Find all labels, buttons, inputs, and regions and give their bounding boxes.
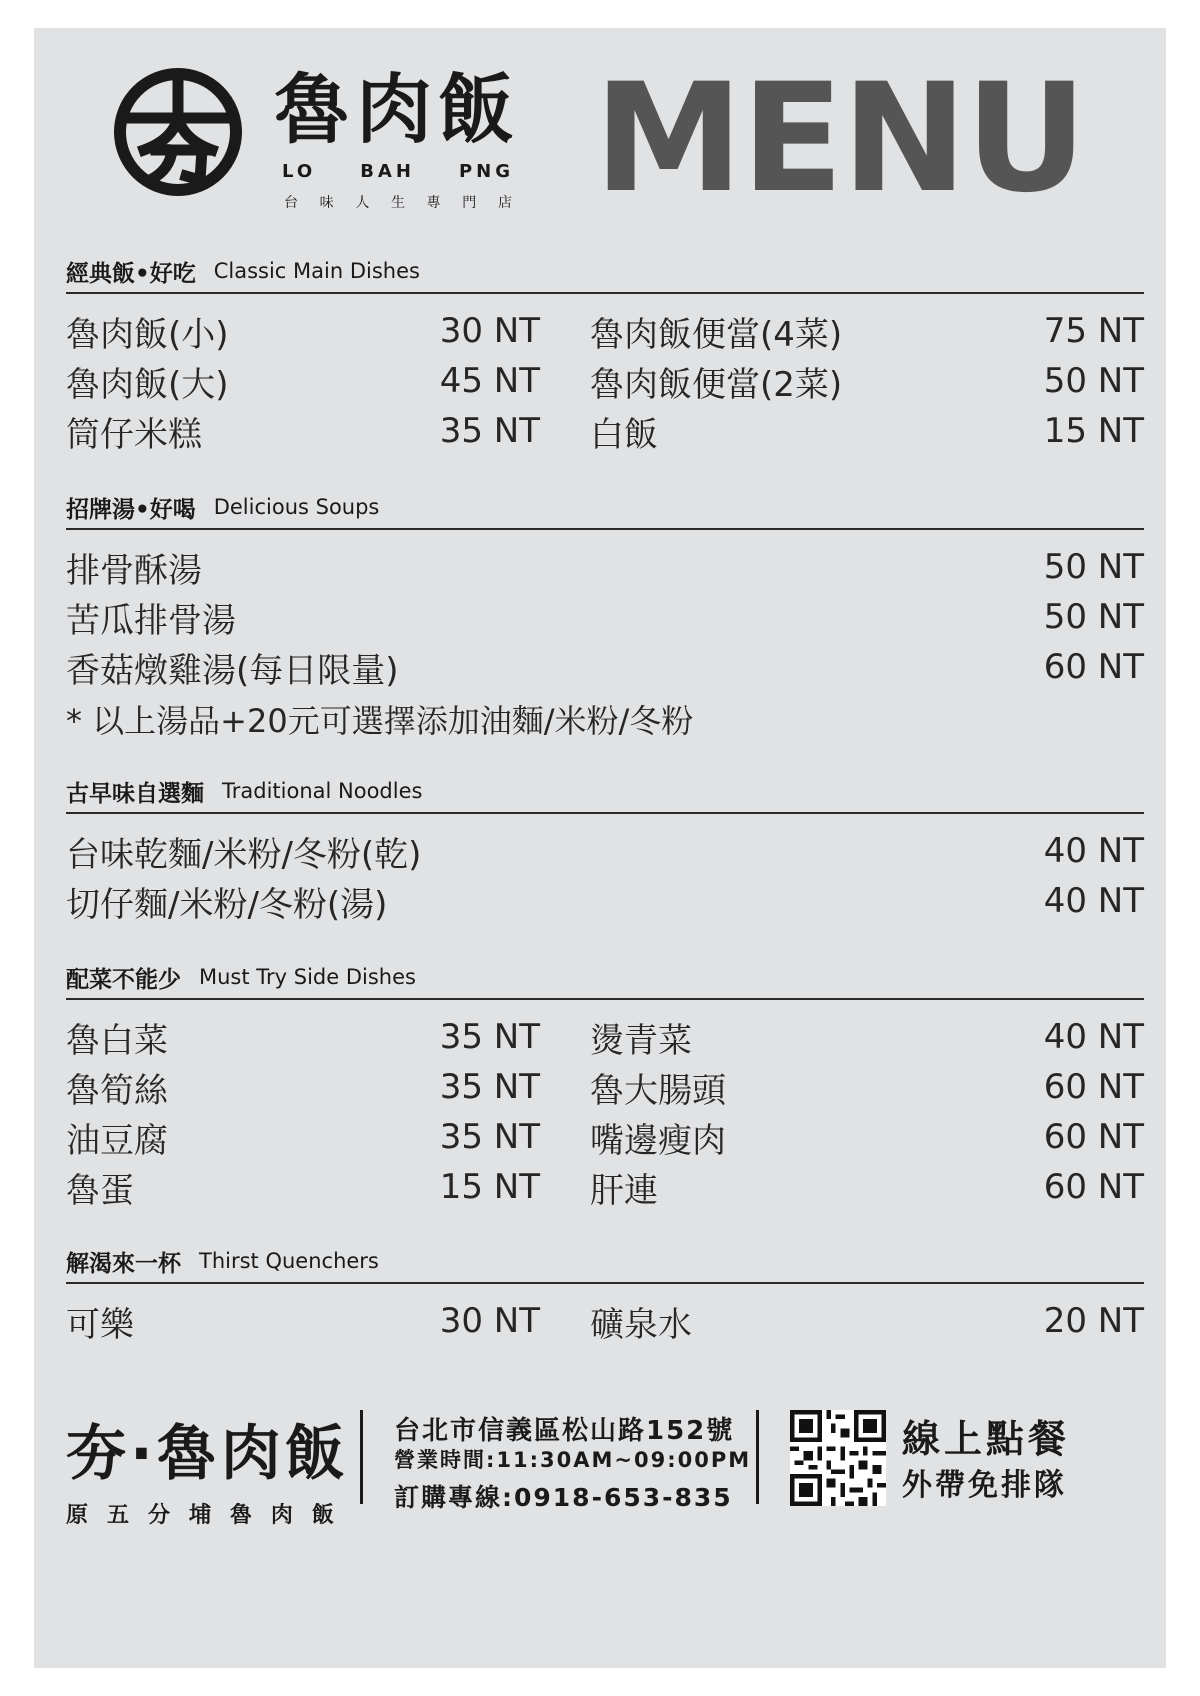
brand-tagline [284,192,512,212]
section-header [66,250,1144,294]
footer-contact [394,1410,751,1512]
item-name: 排骨酥湯 [66,550,202,591]
menu-title: MENU [594,52,1086,226]
subtitle-char: 五 [106,1503,129,1528]
section-drinks [66,1240,1144,1346]
section-title-cn: 解渴來一杯 [66,1250,181,1277]
menu-row [66,1162,1144,1212]
menu-row [66,1112,1144,1162]
qr-code-icon[interactable] [790,1410,886,1506]
phone-text: 訂購專線:0918-653-835 [394,1483,733,1512]
item-name: 白飯 [590,414,658,455]
brand-roman-word: PNG [458,161,514,182]
subtitle-char: 魯 [229,1503,252,1528]
item-price: 35 NT [439,1017,540,1057]
item-name: 魯肉飯便當(4菜) [590,314,843,355]
item-name: 香菇燉雞湯(每日限量) [66,650,399,691]
footer-store-subtitle [66,1498,334,1529]
subtitle-char: 飯 [311,1503,334,1528]
item-name: 魯蛋 [66,1170,134,1211]
logo-mark-icon [114,68,242,196]
item-name: 肝連 [590,1170,658,1211]
section-side-dishes [66,956,1144,1212]
item-price: 35 NT [439,1117,540,1157]
item-price: 15 NT [1043,411,1144,451]
item-price: 40 NT [1043,1017,1144,1057]
tagline-char: 台 [284,195,298,211]
item-price: 50 NT [1043,361,1144,401]
item-name: 台味乾麵/米粉/冬粉(乾) [66,834,422,875]
online-order-title: 線上點餐 [902,1417,1071,1461]
item-price: 15 NT [439,1167,540,1207]
menu-row [66,406,1144,456]
item-name: 礦泉水 [590,1304,692,1345]
item-price: 35 NT [439,411,540,451]
section-title-cn: 經典飯•好吃 [66,260,196,287]
brand-roman-word: BAH [360,161,415,182]
menu-row [66,356,1144,406]
subtitle-char: 埔 [188,1503,211,1528]
item-name: 苦瓜排骨湯 [66,600,236,641]
item-name: 筒仔米糕 [66,414,202,455]
item-price: 50 NT [1043,547,1144,587]
subtitle-char: 分 [147,1503,170,1528]
footer-divider [756,1410,759,1504]
menu-row [66,1012,1144,1062]
item-price: 40 NT [1043,831,1144,871]
tagline-char: 人 [355,195,370,211]
item-name: 魯大腸頭 [590,1070,726,1111]
brand-roman-word: LO [282,161,317,182]
section-soups [66,486,1144,746]
tagline-char: 店 [497,195,512,211]
section-title-en: Thirst Quenchers [199,1249,379,1273]
menu-row [66,826,1144,876]
section-header [66,956,1144,1000]
brand-name-cn: 魯肉飯 [274,65,520,154]
section-title-en: Classic Main Dishes [213,259,420,283]
address-text: 台北市信義區松山路152號 [394,1416,735,1446]
item-name: 魯肉飯(大) [66,364,229,405]
item-name: 可樂 [66,1304,134,1345]
section-title-cn: 招牌湯•好喝 [66,496,196,523]
subtitle-char: 肉 [270,1503,293,1528]
item-price: 30 NT [439,311,540,351]
section-classic-main [66,250,1144,456]
tagline-char: 生 [390,195,405,211]
menu-row [66,1296,1144,1346]
menu-row [66,592,1144,642]
item-name: 魯肉飯便當(2菜) [590,364,843,405]
section-header [66,770,1144,814]
section-header [66,1240,1144,1284]
section-header [66,486,1144,530]
menu-row [66,1062,1144,1112]
section-title-en: Delicious Soups [213,495,380,519]
online-order [902,1408,1070,1504]
section-title-en: Must Try Side Dishes [199,965,416,989]
tagline-char: 專 [426,195,441,211]
tagline-char: 門 [462,195,477,211]
item-name: 魯肉飯(小) [66,314,229,355]
menu-row [66,542,1144,592]
item-price: 60 NT [1043,1067,1144,1107]
item-price: 45 NT [439,361,540,401]
item-price: 60 NT [1043,647,1144,687]
item-price: 50 NT [1043,597,1144,637]
item-price: 40 NT [1043,881,1144,921]
menu-row [66,306,1144,356]
takeout-text: 外帶免排隊 [902,1468,1067,1503]
footer-store-name: 夯·魯肉飯 [66,1419,349,1489]
section-noodles [66,770,1144,926]
item-price: 20 NT [1043,1301,1144,1341]
item-price: 35 NT [439,1067,540,1107]
hours-text: 營業時間:11:30AM~09:00PM [394,1448,752,1472]
item-price: 75 NT [1043,311,1144,351]
item-name: 嘴邊瘦肉 [590,1120,726,1161]
menu-row [66,876,1144,926]
brand-name-roman [282,161,514,182]
footer-divider [360,1410,363,1504]
item-name: 油豆腐 [66,1120,168,1161]
section-title-en: Traditional Noodles [222,779,423,803]
item-name: 魯筍絲 [66,1070,168,1111]
menu-row [66,642,1144,692]
item-price: 60 NT [1043,1117,1144,1157]
item-price: 30 NT [439,1301,540,1341]
subtitle-char: 原 [66,1503,89,1528]
menu-sheet [34,28,1166,1668]
section-title-cn: 配菜不能少 [66,966,181,993]
section-title-cn: 古早味自選麵 [66,780,204,807]
tagline-char: 味 [319,195,334,211]
soup-note: * 以上湯品+20元可選擇添加油麵/米粉/冬粉 [66,702,694,740]
item-price: 60 NT [1043,1167,1144,1207]
item-name: 切仔麵/米粉/冬粉(湯) [66,884,388,925]
item-name: 魯白菜 [66,1020,168,1061]
item-name: 燙青菜 [590,1020,692,1061]
